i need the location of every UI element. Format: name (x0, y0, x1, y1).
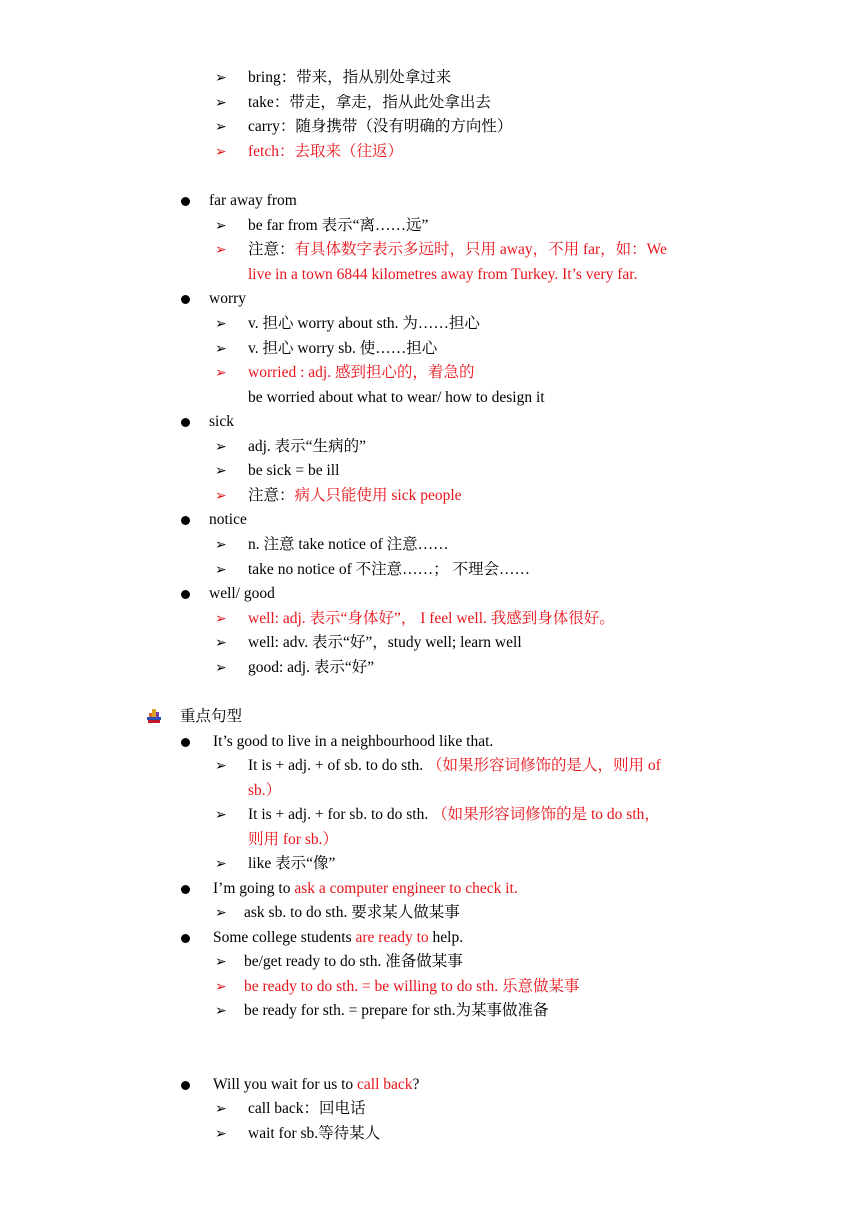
bullet-dot-icon (181, 418, 190, 427)
arrow-bullet-icon: ➢ (215, 807, 227, 823)
arrow-bullet-icon: ➢ (215, 463, 227, 479)
arrow-bullet-icon: ➢ (215, 316, 227, 332)
bullet-dot-icon (181, 295, 190, 304)
books-icon (146, 708, 162, 724)
arrow-bullet-icon: ➢ (215, 611, 227, 627)
arrow-bullet-icon: ➢ (215, 758, 227, 774)
arrow-bullet-icon: ➢ (215, 218, 227, 234)
bullet-dot-icon (181, 516, 190, 525)
arrow-bullet-icon: ➢ (215, 562, 227, 578)
bullet-dot-icon (181, 1081, 190, 1090)
arrow-bullet-icon: ➢ (215, 856, 227, 872)
arrow-bullet-icon: ➢ (215, 537, 227, 553)
arrow-bullet-icon: ➢ (215, 1126, 227, 1142)
arrow-bullet-icon: ➢ (215, 1003, 227, 1019)
bullet-dot-icon (181, 885, 190, 894)
arrow-bullet-icon: ➢ (215, 365, 227, 381)
arrow-bullet-icon: ➢ (215, 905, 227, 921)
arrow-bullet-icon: ➢ (215, 95, 227, 111)
arrow-bullet-icon: ➢ (215, 144, 227, 160)
arrow-bullet-icon: ➢ (215, 439, 227, 455)
arrow-bullet-icon: ➢ (215, 341, 227, 357)
arrow-bullet-icon: ➢ (215, 242, 227, 258)
arrow-bullet-icon: ➢ (215, 954, 227, 970)
arrow-bullet-icon: ➢ (215, 70, 227, 86)
arrow-bullet-icon: ➢ (215, 119, 227, 135)
bullet-dot-icon (181, 197, 190, 206)
arrow-bullet-icon: ➢ (215, 660, 227, 676)
arrow-bullet-icon: ➢ (215, 979, 227, 995)
bullet-dot-icon (181, 934, 190, 943)
arrow-bullet-icon: ➢ (215, 635, 227, 651)
bullet-dot-icon (181, 590, 190, 599)
arrow-bullet-icon: ➢ (215, 488, 227, 504)
bullet-dot-icon (181, 738, 190, 747)
arrow-bullet-icon: ➢ (215, 1101, 227, 1117)
